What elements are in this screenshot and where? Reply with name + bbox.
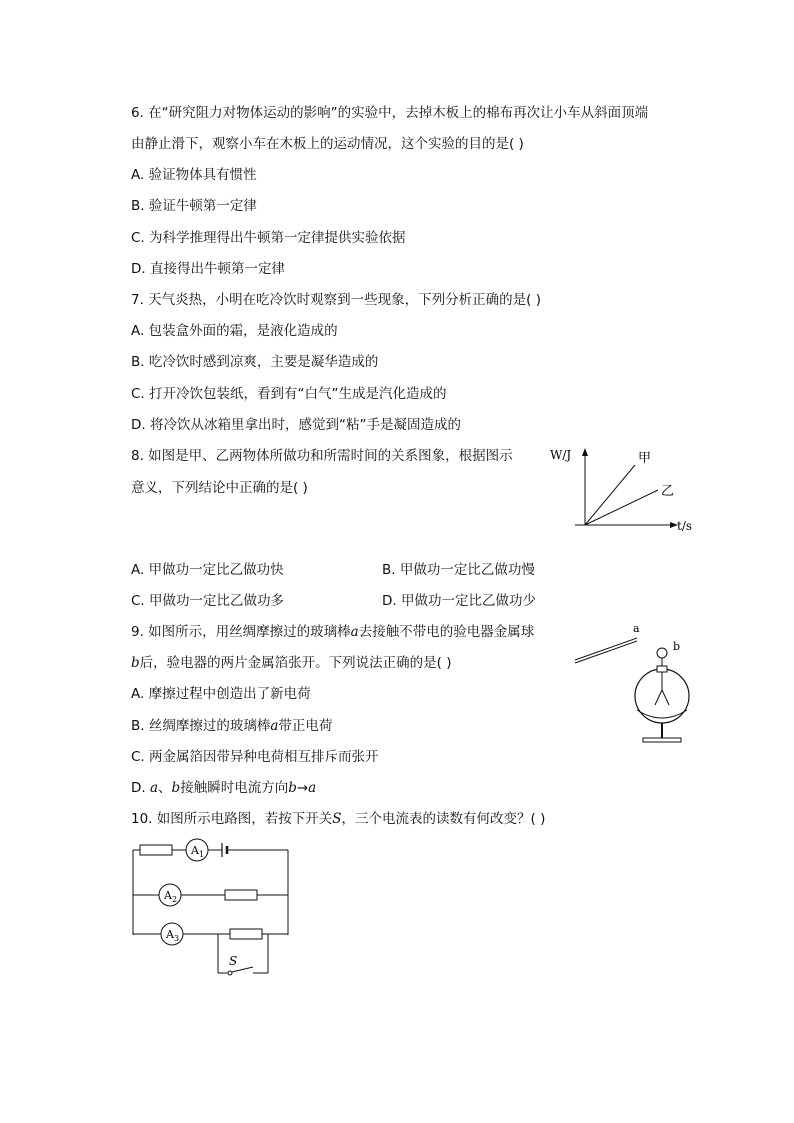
ball-label-b: b — [673, 640, 681, 653]
q10-text: ，三个电流表的读数有何改变？( ) — [341, 811, 546, 827]
q9-text: 后，验电器的两片金属箔张开。下列说法正确的是( ) — [139, 655, 452, 671]
q9-stem-line2 — [131, 654, 451, 672]
q6-option-a: A. 验证物体具有惯性 — [131, 167, 257, 183]
q9-var-a: a — [149, 780, 159, 796]
q8-stem-line1: 8. 如图是甲、乙两物体所做功和所需时间的关系图象，根据图示 — [131, 448, 513, 464]
metal-ball — [657, 648, 667, 658]
q8-option-b: B. 甲做功一定比乙做功慢 — [382, 562, 535, 578]
series-label-jia: 甲 — [638, 451, 652, 466]
line-jia — [585, 465, 635, 525]
q10-circuit-diagram — [125, 835, 300, 980]
y-axis-arrow — [582, 448, 588, 456]
resistor-middle — [225, 890, 257, 900]
q6-stem-line2: 由静止滑下，观察小车在木板上的运动情况，这个实验的目的是( ) — [131, 136, 524, 152]
q9-var-a: a — [270, 718, 279, 734]
y-axis-label: W/J — [550, 448, 572, 462]
q9-optb-text: B. 丝绸摩擦过的玻璃棒 — [131, 718, 271, 734]
jar-stopper — [657, 666, 667, 672]
q8-stem-line2: 意义，下列结论中正确的是( ) — [131, 480, 308, 496]
q8-option-d: D. 甲做功一定比乙做功少 — [382, 593, 536, 609]
glass-rod — [575, 638, 637, 660]
q9-text: 去接触不带电的验电器金属球 — [358, 624, 535, 640]
q8-option-a: A. 甲做功一定比乙做功快 — [131, 562, 284, 578]
ammeter-a3-label: $A_3$ — [166, 928, 180, 943]
switch-label: S — [229, 954, 238, 968]
q9-var-a: a — [308, 780, 317, 796]
switch-contact — [228, 971, 232, 975]
q9-optd-text: 接触瞬时电流方向 — [180, 780, 289, 796]
q9-optb-text: 带正电荷 — [278, 718, 333, 734]
q7-stem: 7. 天气炎热，小明在吃冷饮时观察到一些现象，下列分析正确的是( ) — [131, 292, 541, 308]
q9-var-a: a — [350, 624, 359, 640]
line-yi — [585, 490, 658, 525]
q10-text: 10. 如图所示电路图，若按下开关 — [131, 811, 333, 827]
q8-work-time-graph — [545, 440, 700, 540]
ammeter-a1-label: $A_1$ — [191, 844, 205, 859]
x-axis-label: t/s — [677, 519, 693, 533]
resistor-top — [140, 845, 172, 855]
q9-option-b — [131, 717, 332, 735]
q7-option-b: B. 吃冷饮时感到凉爽，主要是凝华造成的 — [131, 354, 379, 370]
q6-option-c: C. 为科学推理得出牛顿第一定律提供实验依据 — [131, 230, 406, 246]
q9-option-d — [131, 779, 316, 797]
ammeter-a2-label: $A_2$ — [164, 889, 178, 904]
q7-option-c: C. 打开冷饮包装纸，看到有“白气”生成是汽化造成的 — [131, 386, 447, 402]
q9-option-a: A. 摩擦过程中创造出了新电荷 — [131, 686, 311, 702]
q9-optd-text: D. — [131, 780, 150, 796]
q7-option-d: D. 将冷饮从冰箱里拿出时，感觉到“粘”手是凝固造成的 — [131, 417, 461, 433]
q9-electroscope-figure — [565, 618, 705, 753]
q10-var-s: S — [332, 811, 342, 827]
glass-rod — [575, 641, 637, 663]
arrow-right-icon: → — [296, 780, 309, 796]
q9-option-c: C. 两金属箔因带异种电荷相互排斥而张开 — [131, 749, 379, 765]
q9-optd-text: 、 — [158, 780, 172, 796]
q7-option-a: A. 包装盒外面的霜，是液化造成的 — [131, 323, 338, 339]
q6-option-b: B. 验证牛顿第一定律 — [131, 198, 257, 214]
resistor-bottom — [230, 929, 262, 939]
q9-var-b: b — [288, 780, 297, 796]
q9-var-b: b — [131, 655, 140, 671]
q10-stem — [131, 810, 545, 828]
q6-option-d: D. 直接得出牛顿第一定律 — [131, 261, 285, 277]
q9-text: 9. 如图所示，用丝绸摩擦过的玻璃棒 — [131, 624, 351, 640]
q8-option-c: C. 甲做功一定比乙做功多 — [131, 593, 285, 609]
series-label-yi: 乙 — [661, 484, 675, 499]
stand-base — [643, 738, 681, 742]
q9-var-b: b — [171, 780, 181, 796]
q6-stem-line1: 6. 在“研究阻力对物体运动的影响”的实验中，去掉木板上的棉布再次让小车从斜面顶端 — [131, 105, 649, 121]
q9-stem-line1 — [131, 623, 534, 641]
rod-label-a: a — [633, 622, 640, 635]
